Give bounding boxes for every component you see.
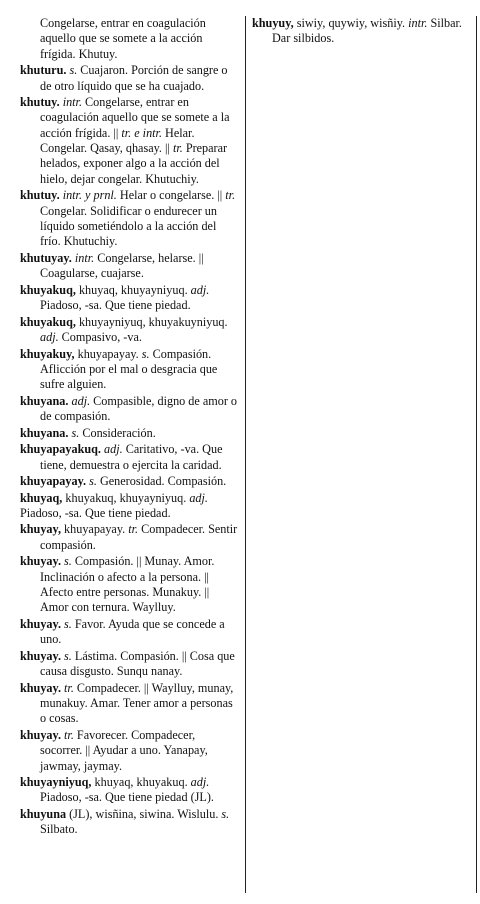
definition-text: khuyaq, khuyakuq. <box>91 775 191 790</box>
definition-text: Caritativo, -va. Que tiene, demuestra o ejercita la caridad. <box>40 442 223 472</box>
definition-text: Compasivo, -va. <box>58 330 142 344</box>
definition-text: Silbar. Dar silbidos. <box>272 16 462 46</box>
headword: khuyapayakuq. <box>20 442 101 457</box>
dictionary-entry <box>252 16 474 47</box>
grammar-label: s. <box>71 425 80 440</box>
definition-text: Silbato. <box>40 822 78 837</box>
grammar-label: s. <box>64 616 72 631</box>
dictionary-entry <box>20 442 238 473</box>
grammar-label: s. <box>221 806 230 821</box>
definition-text: Lástima. Compasión. || Cosa que causa disgusto. Sunqu nanay. <box>40 648 235 679</box>
definition-text: Helar. Congelar. Qasay, qhasay. || <box>40 125 195 156</box>
headword: khuyakuq, <box>20 282 76 297</box>
grammar-label: intr. y prnl. <box>62 188 117 203</box>
right-column <box>252 16 474 48</box>
dictionary-entry <box>20 63 238 94</box>
right-border-rule <box>476 16 477 893</box>
definition-text: Helar o congelarse. || <box>116 188 226 203</box>
dictionary-entry <box>20 251 238 282</box>
headword: khuyana. <box>20 425 69 440</box>
dictionary-entry <box>20 617 238 648</box>
definition-text: (JL), wisñina, siwina. Wislulu. <box>66 806 222 821</box>
headword: khuturu. <box>20 63 67 78</box>
grammar-label: adj. <box>40 330 59 344</box>
definition-text: khuyapayay. <box>61 522 129 537</box>
definition-text: khuyakuq, khuyayniyuq. <box>62 490 190 505</box>
headword: khuyayniyuq, <box>20 775 92 790</box>
definition-text: Preparar helados, exponer algo a la acción del hielo, dejar congelar. Khutuchiy. <box>40 141 228 186</box>
definition-text: khuyayniyuq, khuyakuyniyuq. <box>75 314 228 329</box>
grammar-label: s. <box>141 346 150 361</box>
headword: khuyay. <box>20 680 61 695</box>
headword: khuyuy, <box>252 16 294 30</box>
dictionary-entry <box>20 775 238 806</box>
dictionary-entry <box>20 728 238 774</box>
definition-text: Compadecer. || Waylluy, munay, munakuy. Amar. Tener amor a personas o cosas. <box>40 680 234 726</box>
grammar-label: tr. e intr. <box>121 125 162 140</box>
headword: khuyay. <box>20 648 61 663</box>
grammar-label: tr. <box>64 680 74 695</box>
column-divider <box>245 16 246 893</box>
dictionary-entry <box>20 95 238 187</box>
dictionary-entry <box>20 426 238 441</box>
grammar-label: tr. <box>225 188 236 203</box>
grammar-label: s. <box>69 63 78 78</box>
definition-text: Generosidad. Compasión. <box>96 474 227 489</box>
headword: khutuy. <box>20 95 60 110</box>
definition-text: Compasión. || Munay. Amor. Inclinación o afecto a la persona. || Afecto entre personas. Munakuy. || Amor con ternura. Waylluy. <box>40 554 215 615</box>
grammar-label: intr. <box>408 16 428 30</box>
grammar-label: adj. <box>190 775 210 790</box>
headword: khuyapayay. <box>20 474 87 489</box>
dictionary-entry <box>20 681 238 727</box>
headword: khuyay. <box>20 616 61 631</box>
dictionary-entry <box>20 807 238 838</box>
grammar-label: tr. <box>128 522 139 537</box>
grammar-label: adj. <box>71 393 91 408</box>
definition-text: Congelarse, entrar en coagulación aquello que se somete a la acción frígida. || <box>40 95 230 140</box>
definition-text: Congelarse, helarse. || Coagularse, cuajarse. <box>40 250 204 281</box>
dictionary-entry <box>20 188 238 249</box>
headword: khuyay. <box>20 727 61 742</box>
dictionary-entry <box>20 394 238 425</box>
left-column <box>20 16 238 839</box>
definition-text: Piadoso, -sa. Que tiene piedad. <box>20 505 171 520</box>
headword: khutuyay. <box>20 250 72 265</box>
definition-text: khuyapayay. <box>74 346 142 361</box>
dictionary-entry <box>20 347 238 393</box>
headword: khuyaq, <box>20 490 63 505</box>
grammar-label: s. <box>64 648 72 663</box>
grammar-label: adj. <box>189 490 208 505</box>
dictionary-entry <box>20 283 238 314</box>
definition-text: Piadoso, -sa. Que tiene piedad (JL). <box>40 790 214 805</box>
dictionary-entry <box>20 649 238 680</box>
grammar-label: s. <box>89 474 97 489</box>
headword: khuyakuq, <box>20 314 76 329</box>
definition-text: khuyaq, khuyayniyuq. <box>75 282 191 297</box>
headword: khuyakuy, <box>20 346 75 361</box>
dictionary-entry <box>20 554 238 615</box>
entry-continuation <box>20 16 238 62</box>
headword: khuyay, <box>20 522 61 537</box>
headword: khutuy. <box>20 188 60 203</box>
headword: khuyuna <box>20 806 67 821</box>
grammar-label: intr. <box>74 250 95 265</box>
dictionary-entry <box>20 474 238 489</box>
definition-text: Consideración. <box>79 425 156 440</box>
definition-text: Cuajaron. Porción de sangre o de otro líquido que se ha cuajado. <box>40 63 228 93</box>
dictionary-entry <box>20 491 238 522</box>
grammar-label: tr. <box>172 141 183 156</box>
grammar-label: adj. <box>104 442 123 457</box>
definition-text: Compasión. Aflicción por el mal o desgracia que sufre alguien. <box>40 346 218 392</box>
headword: khuyana. <box>20 393 69 408</box>
definition-text: Compadecer. Sentir compasión. <box>40 522 238 552</box>
definition-text: Favor. Ayuda que se concede a uno. <box>40 616 225 647</box>
headword: khuyay. <box>20 554 61 569</box>
grammar-label: tr. <box>64 727 74 742</box>
definition-text: Compasible, digno de amor o de compasión. <box>40 393 238 424</box>
definition-text: Congelarse, entrar en coagulación aquello que se somete a la acción frígida. Khutuy. <box>40 16 206 61</box>
dictionary-entry <box>20 315 238 346</box>
definition-text: Congelar. Solidificar o endurecer un líquido sometiéndolo a la acción del frío. Khutuchiy. <box>40 203 217 249</box>
grammar-label: adj. <box>190 282 210 297</box>
dictionary-entry <box>20 522 238 553</box>
definition-text: Piadoso, -sa. Que tiene piedad. <box>40 298 191 313</box>
grammar-label: s. <box>64 554 72 569</box>
definition-text: siwiy, quywiy, wisñiy. <box>293 16 409 30</box>
grammar-label: intr. <box>62 95 82 110</box>
definition-text: Favorecer. Compadecer, socorrer. || Ayudar a uno. Yanapay, jawmay, jaymay. <box>40 727 208 773</box>
